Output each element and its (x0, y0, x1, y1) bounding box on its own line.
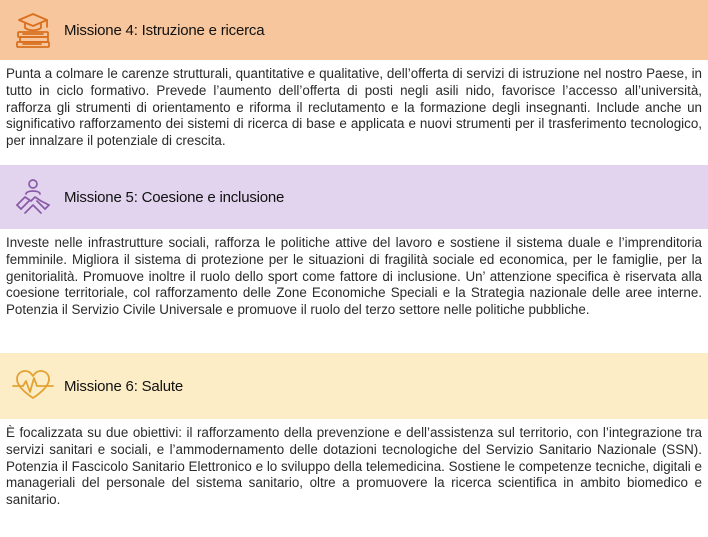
section-missione-6 (0, 353, 708, 537)
section-text: Punta a colmare le carenze strutturali, quantitative e qualitative, dell’offerta di servizi di istruzione nel nostro Paese, in tutto in ciclo formativo. Prevede l’aumento dell’offerta di posti negli asili nido, favorisce l’accesso all’università, rafforza gli strumenti di orientamento e riforma il reclutamento e la formazione degli insegnanti. Include anche un significativo rafforzamento dei sistemi di ricerca di base e applicata e nuovi strumenti per il trasferimento tecnologico, per innalzare il potenziale di crescita. (6, 66, 702, 149)
section-text: Investe nelle infrastrutture sociali, rafforza le politiche attive del lavoro e sostiene il sistema duale e l’imprenditoria femminile. Migliora il sistema di protezione per le situazioni di fragilità sociale ed economica, per le famiglie, per la genitorialità. Promuove inoltre il ruolo dello sport come fattore di inclusione. Un’ attenzione specifica è riservata alla coesione territoriale, col rafforzamento delle Zone Economiche Speciali e la Strategia nazionale delle aree interne. Potenzia il Servizio Civile Universale e promuove il ruolo del terzo settore nelle politiche pubbliche. (6, 235, 702, 318)
section-missione-4 (0, 0, 708, 165)
heartbeat-icon (10, 363, 56, 409)
section-header (0, 165, 708, 229)
section-title: Missione 5: Coesione e inclusione (64, 188, 285, 206)
joined-hands-icon (10, 174, 56, 220)
section-title: Missione 4: Istruzione e ricerca (64, 21, 265, 39)
section-header (0, 0, 708, 60)
section-header (0, 353, 708, 419)
graduation-cap-books-icon (10, 7, 56, 53)
section-title: Missione 6: Salute (64, 377, 183, 395)
section-missione-5 (0, 165, 708, 353)
section-text: È focalizzata su due obiettivi: il rafforzamento della prevenzione e dell’assistenza sul territorio, con l’integrazione tra servizi sanitari e sociali, e l’ammodernamento delle dotazioni tecnologiche del Servizio Sanitario Nazionale (SSN). Potenzia il Fascicolo Sanitario Elettronico e lo sviluppo della telemedicina. Sostiene le competenze tecniche, digitali e manageriali del personale del sistema sanitario, oltre a promuovere la ricerca scientifica in ambito biomedico e sanitario. (6, 425, 702, 508)
